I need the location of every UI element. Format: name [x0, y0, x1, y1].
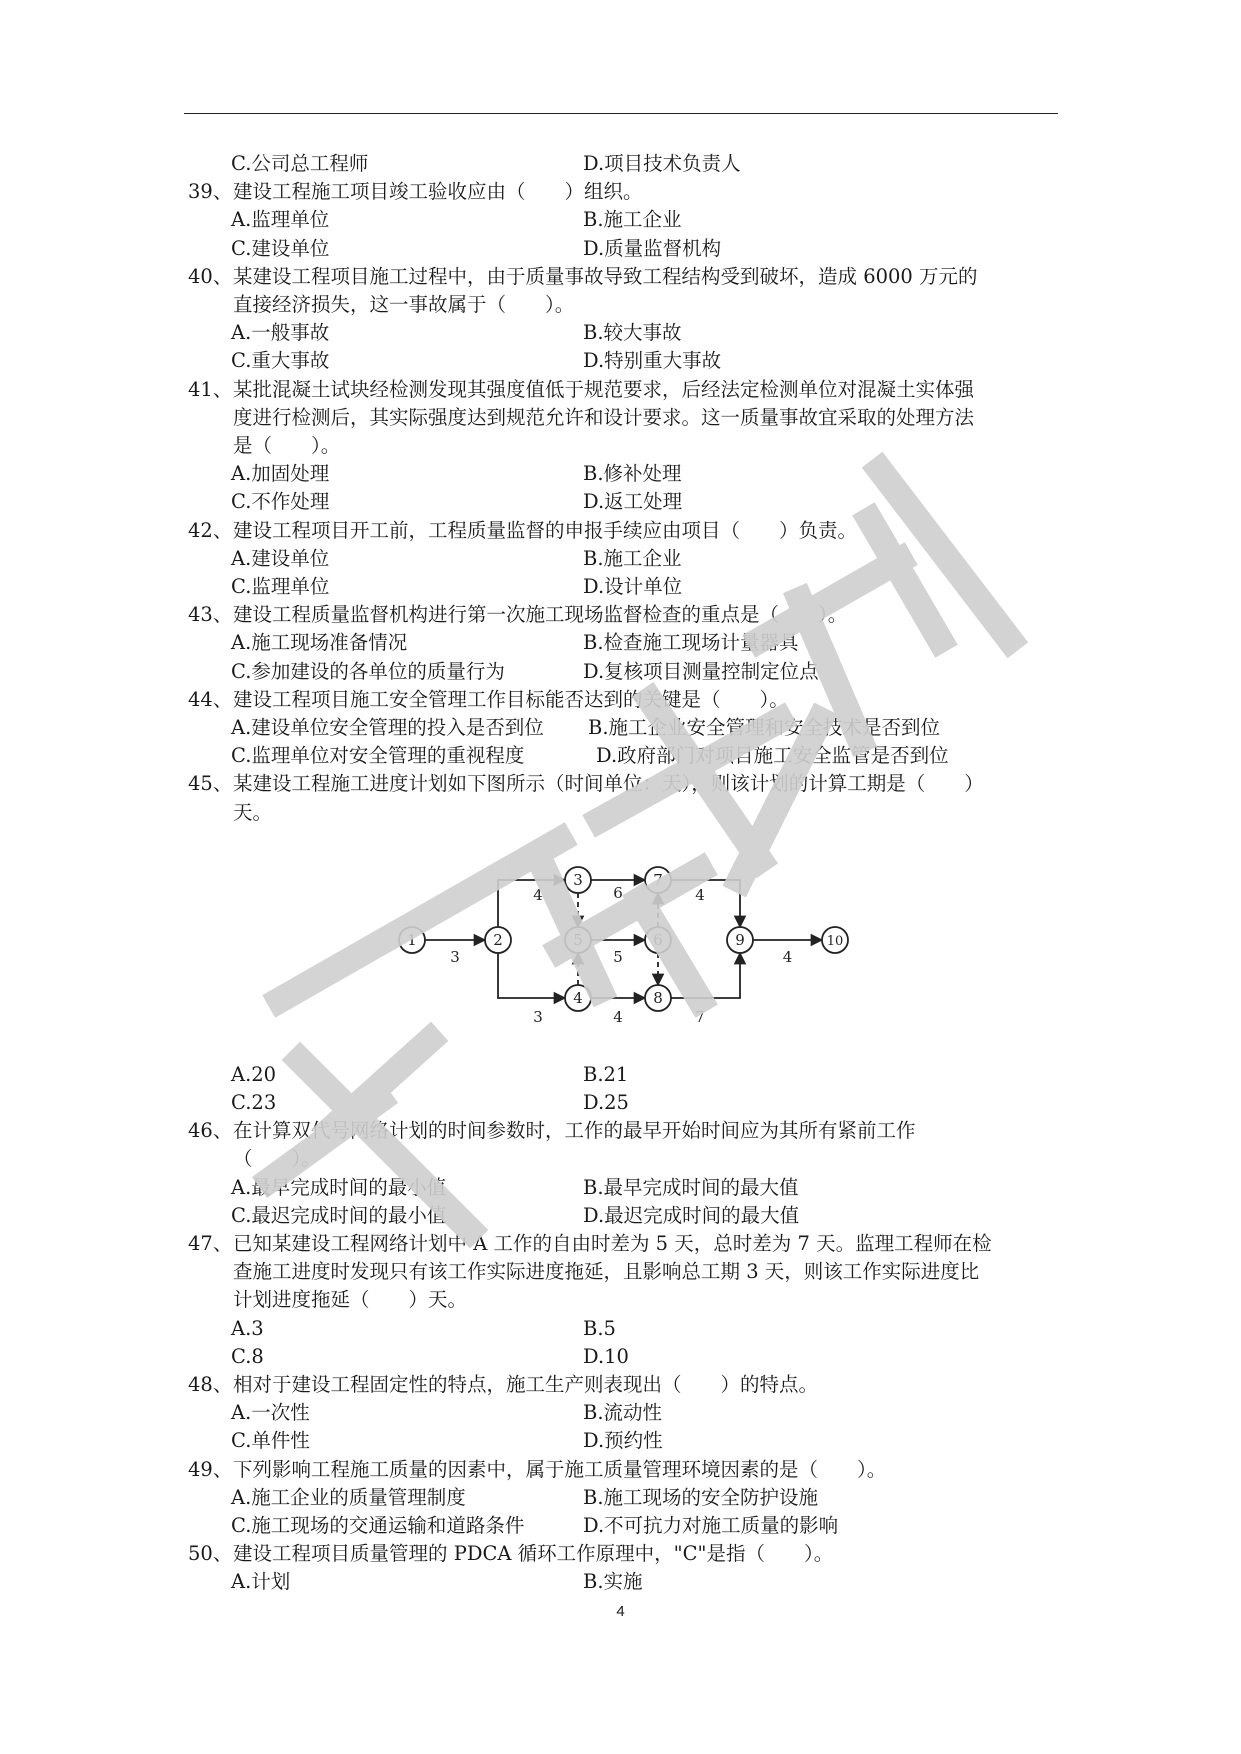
activity-arrow: [498, 953, 565, 998]
option-left: C.建设单位: [231, 236, 330, 260]
node-label: 8: [653, 989, 663, 1007]
option-right: D.10: [583, 1344, 629, 1368]
watermark-stroke: [880, 470, 1010, 640]
option-right: D.预约性: [583, 1429, 663, 1453]
question-text: 查施工进度时发现只有该工作实际进度拖延，且影响总工期 3 天，则该工作实际进度比: [233, 1260, 980, 1284]
option-left: C.施工现场的交通运输和道路条件: [231, 1514, 525, 1538]
node-label: 7: [653, 871, 663, 889]
question-number: 41、: [188, 377, 233, 401]
node-label: 2: [493, 931, 503, 949]
option-right: D.项目技术负责人: [583, 152, 741, 175]
option-right: B.实施: [583, 1570, 643, 1594]
option-right: B.流动性: [583, 1401, 663, 1425]
option-left: A.计划: [231, 1570, 291, 1594]
question-number: 50、: [188, 1542, 233, 1566]
question-text: 下列影响工程施工质量的因素中，属于施工质量管理环境因素的是（ ）。: [233, 1457, 887, 1481]
option-right: B.21: [583, 1062, 629, 1086]
option-right: D.质量监督机构: [583, 236, 722, 260]
option-left: A.一次性: [231, 1401, 310, 1425]
option-left: C.监理单位对安全管理的重视程度: [231, 744, 525, 768]
option-left: A.一般事故: [231, 321, 330, 345]
question-text: 是（ ）。: [233, 434, 341, 457]
activity-duration-label: 3: [450, 948, 460, 966]
question-text: 天。: [233, 800, 273, 824]
watermark-stroke: [870, 520, 940, 640]
option-left: C.监理单位: [231, 575, 330, 598]
question-number: 42、: [188, 518, 233, 542]
option-left: A.最早完成时间的最小值: [231, 1175, 447, 1199]
activity-arrow: [671, 953, 740, 998]
option-right: B.施工企业安全管理和安全技术是否到位: [588, 716, 941, 739]
option-left: C.公司总工程师: [231, 152, 369, 175]
option-left: A.加固处理: [231, 462, 330, 486]
option-left: C.23: [231, 1091, 277, 1115]
question-text: 计划进度拖延（ ）天。: [233, 1288, 468, 1312]
option-left: C.不作处理: [231, 490, 330, 514]
question-number: 44、: [188, 687, 233, 711]
activity-duration-label: 4: [613, 1008, 623, 1026]
option-right: B.较大事故: [583, 321, 682, 345]
question-number: 46、: [188, 1119, 233, 1143]
option-right: B.施工现场的安全防护设施: [583, 1485, 819, 1509]
option-right: D.特别重大事故: [583, 349, 722, 373]
option-right: D.政府部门对项目施工安全监管是否到位: [596, 744, 949, 768]
option-right: D.最迟完成时间的最大值: [583, 1203, 800, 1227]
option-right: D.返工处理: [583, 490, 683, 514]
option-right: B.修补处理: [583, 462, 682, 486]
option-right: D.复核项目测量控制定位点: [583, 659, 819, 683]
option-right: B.5: [583, 1316, 616, 1340]
question-text: 相对于建设工程固定性的特点，施工生产则表现出（ ）的特点。: [233, 1373, 819, 1397]
question-number: 40、: [188, 264, 233, 288]
option-left: A.施工企业的质量管理制度: [231, 1485, 466, 1509]
question-text: 已知某建设工程网络计划中 A 工作的自由时差为 5 天，总时差为 7 天。监理工程师在检: [233, 1232, 992, 1256]
node-label: 6: [653, 931, 663, 949]
node-label: 4: [573, 989, 583, 1007]
activity-arrow: [498, 880, 565, 927]
question-text: 建设工程项目质量管理的 PDCA 循环工作原理中，"C"是指（ ）。: [233, 1542, 834, 1566]
network-diagram: [390, 850, 860, 1050]
question-number: 48、: [188, 1373, 233, 1397]
option-right: D.25: [583, 1091, 629, 1115]
question-text: 建设工程项目开工前，工程质量监督的申报手续应由项目（ ）负责。: [233, 518, 858, 542]
question-number: 49、: [188, 1457, 233, 1481]
option-left: C.参加建设的各单位的质量行为: [231, 659, 505, 683]
option-left: A.建设单位: [231, 546, 330, 570]
node-label: 5: [573, 931, 583, 949]
question-number: 43、: [188, 603, 233, 627]
activity-duration-label: 4: [782, 948, 793, 966]
question-text: 建设工程施工项目竣工验收应由（ ）组织。: [233, 180, 643, 204]
node-label: 1: [407, 931, 417, 949]
node-label: 10: [826, 934, 844, 949]
node-label: 9: [735, 931, 745, 949]
activity-duration-label: 4: [533, 886, 543, 904]
option-left: A.3: [231, 1316, 264, 1340]
activity-arrow: [671, 880, 740, 927]
question-number: 45、: [188, 772, 233, 796]
option-right: B.施工企业: [583, 546, 682, 570]
option-left: C.重大事故: [231, 349, 330, 373]
question-text: 某批混凝土试块经检测发现其强度值低于规范要求，后经法定检测单位对混凝土实体强: [233, 377, 975, 401]
question-text: 在计算双代号网络计划的时间参数时，工作的最早开始时间应为其所有紧前工作: [233, 1119, 916, 1143]
question-number: 47、: [188, 1232, 233, 1256]
question-number: 39、: [188, 180, 233, 204]
option-left: A.建设单位安全管理的投入是否到位: [231, 716, 544, 739]
option-left: C.8: [231, 1344, 264, 1368]
question-text: （ ）。: [233, 1147, 321, 1171]
page-number: 4: [616, 1603, 625, 1620]
option-left: A.20: [231, 1062, 277, 1086]
option-right: B.检查施工现场计量器具: [583, 631, 799, 655]
activity-duration-label: 6: [613, 884, 623, 902]
node-label: 3: [573, 871, 583, 889]
question-text: 建设工程质量监督机构进行第一次施工现场监督检查的重点是（ ）。: [233, 603, 848, 627]
question-text: 度进行检测后，其实际强度达到规范允许和设计要求。这一质量事故宜采取的处理方法: [233, 405, 975, 429]
question-text: 直接经济损失，这一事故属于（ ）。: [233, 293, 575, 316]
question-text: 某建设工程项目施工过程中，由于质量事故导致工程结构受到破坏，造成 6000 万元的: [233, 264, 978, 288]
header-rule: [184, 113, 1058, 114]
option-right: B.施工企业: [583, 208, 682, 232]
activity-duration-label: 4: [695, 886, 705, 904]
option-left: C.最迟完成时间的最小值: [231, 1203, 447, 1227]
activity-duration-label: 3: [533, 1008, 543, 1026]
option-right: D.设计单位: [583, 575, 683, 598]
question-text: 建设工程项目施工安全管理工作目标能否达到的关键是（ ）。: [233, 687, 789, 711]
option-left: A.施工现场准备情况: [231, 631, 408, 655]
option-left: A.监理单位: [231, 208, 330, 232]
option-right: D.不可抗力对施工质量的影响: [583, 1514, 839, 1538]
activity-duration-label: 5: [613, 948, 623, 966]
question-text: 某建设工程施工进度计划如下图所示（时间单位：天），则该计划的计算工期是（ ）: [233, 772, 984, 796]
option-left: C.单件性: [231, 1429, 310, 1453]
activity-duration-label: 7: [695, 1008, 705, 1026]
option-right: B.最早完成时间的最大值: [583, 1175, 799, 1199]
